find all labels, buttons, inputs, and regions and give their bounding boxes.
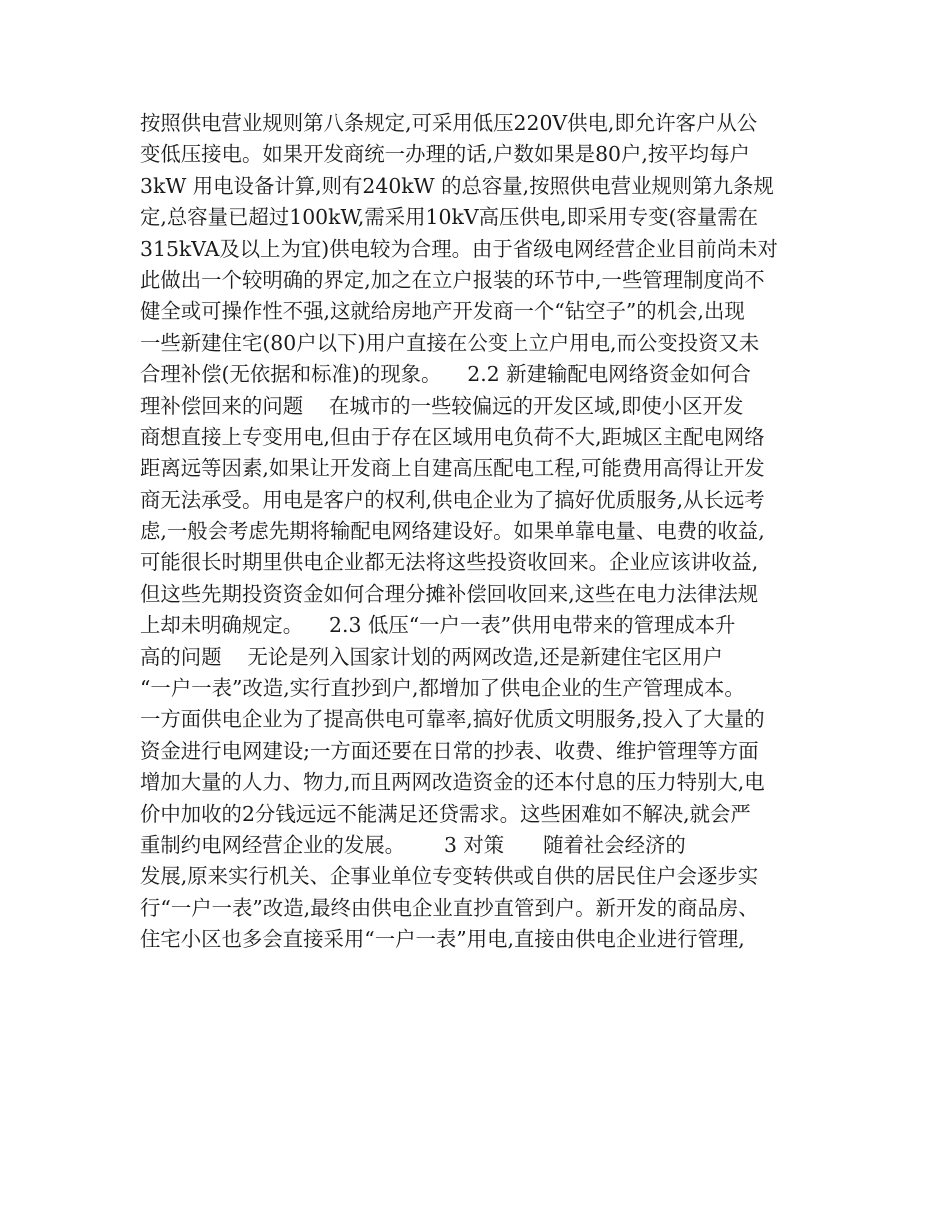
text-line: 上却未明确规定。 2.3 低压“一户一表”供用电带来的管理成本升 [140, 613, 736, 638]
text-line: 一些新建住宅(80户以下)用户直接在公变上立户用电,而公变投资又未 [140, 330, 760, 355]
text-line: 行“一户一表”改造,最终由供电企业直抄直管到户。新开发的商品房、 [140, 895, 759, 920]
text-line: 增加大量的人力、物力,而且两网改造资金的还本付息的压力特别大,电 [140, 770, 765, 795]
text-line: 距离远等因素,如果让开发商上自建高压配电工程,可能费用高得让开发 [140, 456, 765, 481]
text-line: 资金进行电网建设;一方面还要在日常的抄表、收费、维护管理等方面 [140, 738, 759, 763]
text-line: 理补偿回来的问题 在城市的一些较偏远的开发区域,即使小区开发 [140, 393, 744, 418]
text-line: 3kW 用电设备计算,则有240kW 的总容量,按照供电营业规则第九条规 [140, 173, 774, 198]
text-line: 一方面供电企业为了提高供电可靠率,搞好优质文明服务,投入了大量的 [140, 707, 765, 732]
text-line: 健全或可操作性不强,这就给房地产开发商一个“钻空子”的机会,出现 [140, 299, 745, 324]
text-line: 高的问题 无论是列入国家计划的两网改造,还是新建住宅区用户 [140, 644, 723, 669]
text-line: “一户一表”改造,实行直抄到户,都增加了供电企业的生产管理成本。 [140, 676, 745, 701]
text-line: 虑,一般会考虑先期将输配电网络建设好。如果单靠电量、电费的收益, [140, 519, 765, 544]
text-line: 按照供电营业规则第八条规定,可采用低压220V供电,即允许客户从公 [140, 111, 758, 135]
text-line: 变低压接电。如果开发商统一办理的话,户数如果是80户,按平均每户 [140, 142, 750, 167]
text-line: 315kVA及以上为宜)供电较为合理。由于省级电网经营企业目前尚未对 [140, 236, 778, 261]
text-line: 商无法承受。用电是客户的权利,供电企业为了搞好优质服务,从长远考 [140, 487, 765, 512]
text-line: 可能很长时期里供电企业都无法将这些投资收回来。企业应该讲收益, [140, 550, 759, 575]
body-text [140, 108, 830, 956]
text-line: 重制约电网经营企业的发展。 3 对策 随着社会经济的 [140, 832, 686, 857]
text-line: 价中加收的2分钱远远不能满足还贷需求。这些困难如不解决,就会严 [140, 801, 751, 826]
text-line: 发展,原来实行机关、企事业单位专变转供或自供的居民住户会逐步实 [140, 864, 759, 889]
text-line: 合理补偿(无依据和标准)的现象。 2.2 新建输配电网络资金如何合 [140, 362, 751, 387]
text-line: 商想直接上专变用电,但由于存在区域用电负荷不大,距城区主配电网络 [140, 424, 765, 449]
text-line: 住宅小区也多会直接采用“一户一表”用电,直接由供电企业进行管理, [140, 927, 745, 952]
text-line: 此做出一个较明确的界定,加之在立户报装的环节中,一些管理制度尚不 [140, 267, 765, 292]
text-line: 定,总容量已超过100kW,需采用10kV高压供电,即采用专变(容量需在 [140, 205, 759, 230]
text-line: 但这些先期投资资金如何合理分摊补偿回收回来,这些在电力法律法规 [140, 581, 759, 606]
